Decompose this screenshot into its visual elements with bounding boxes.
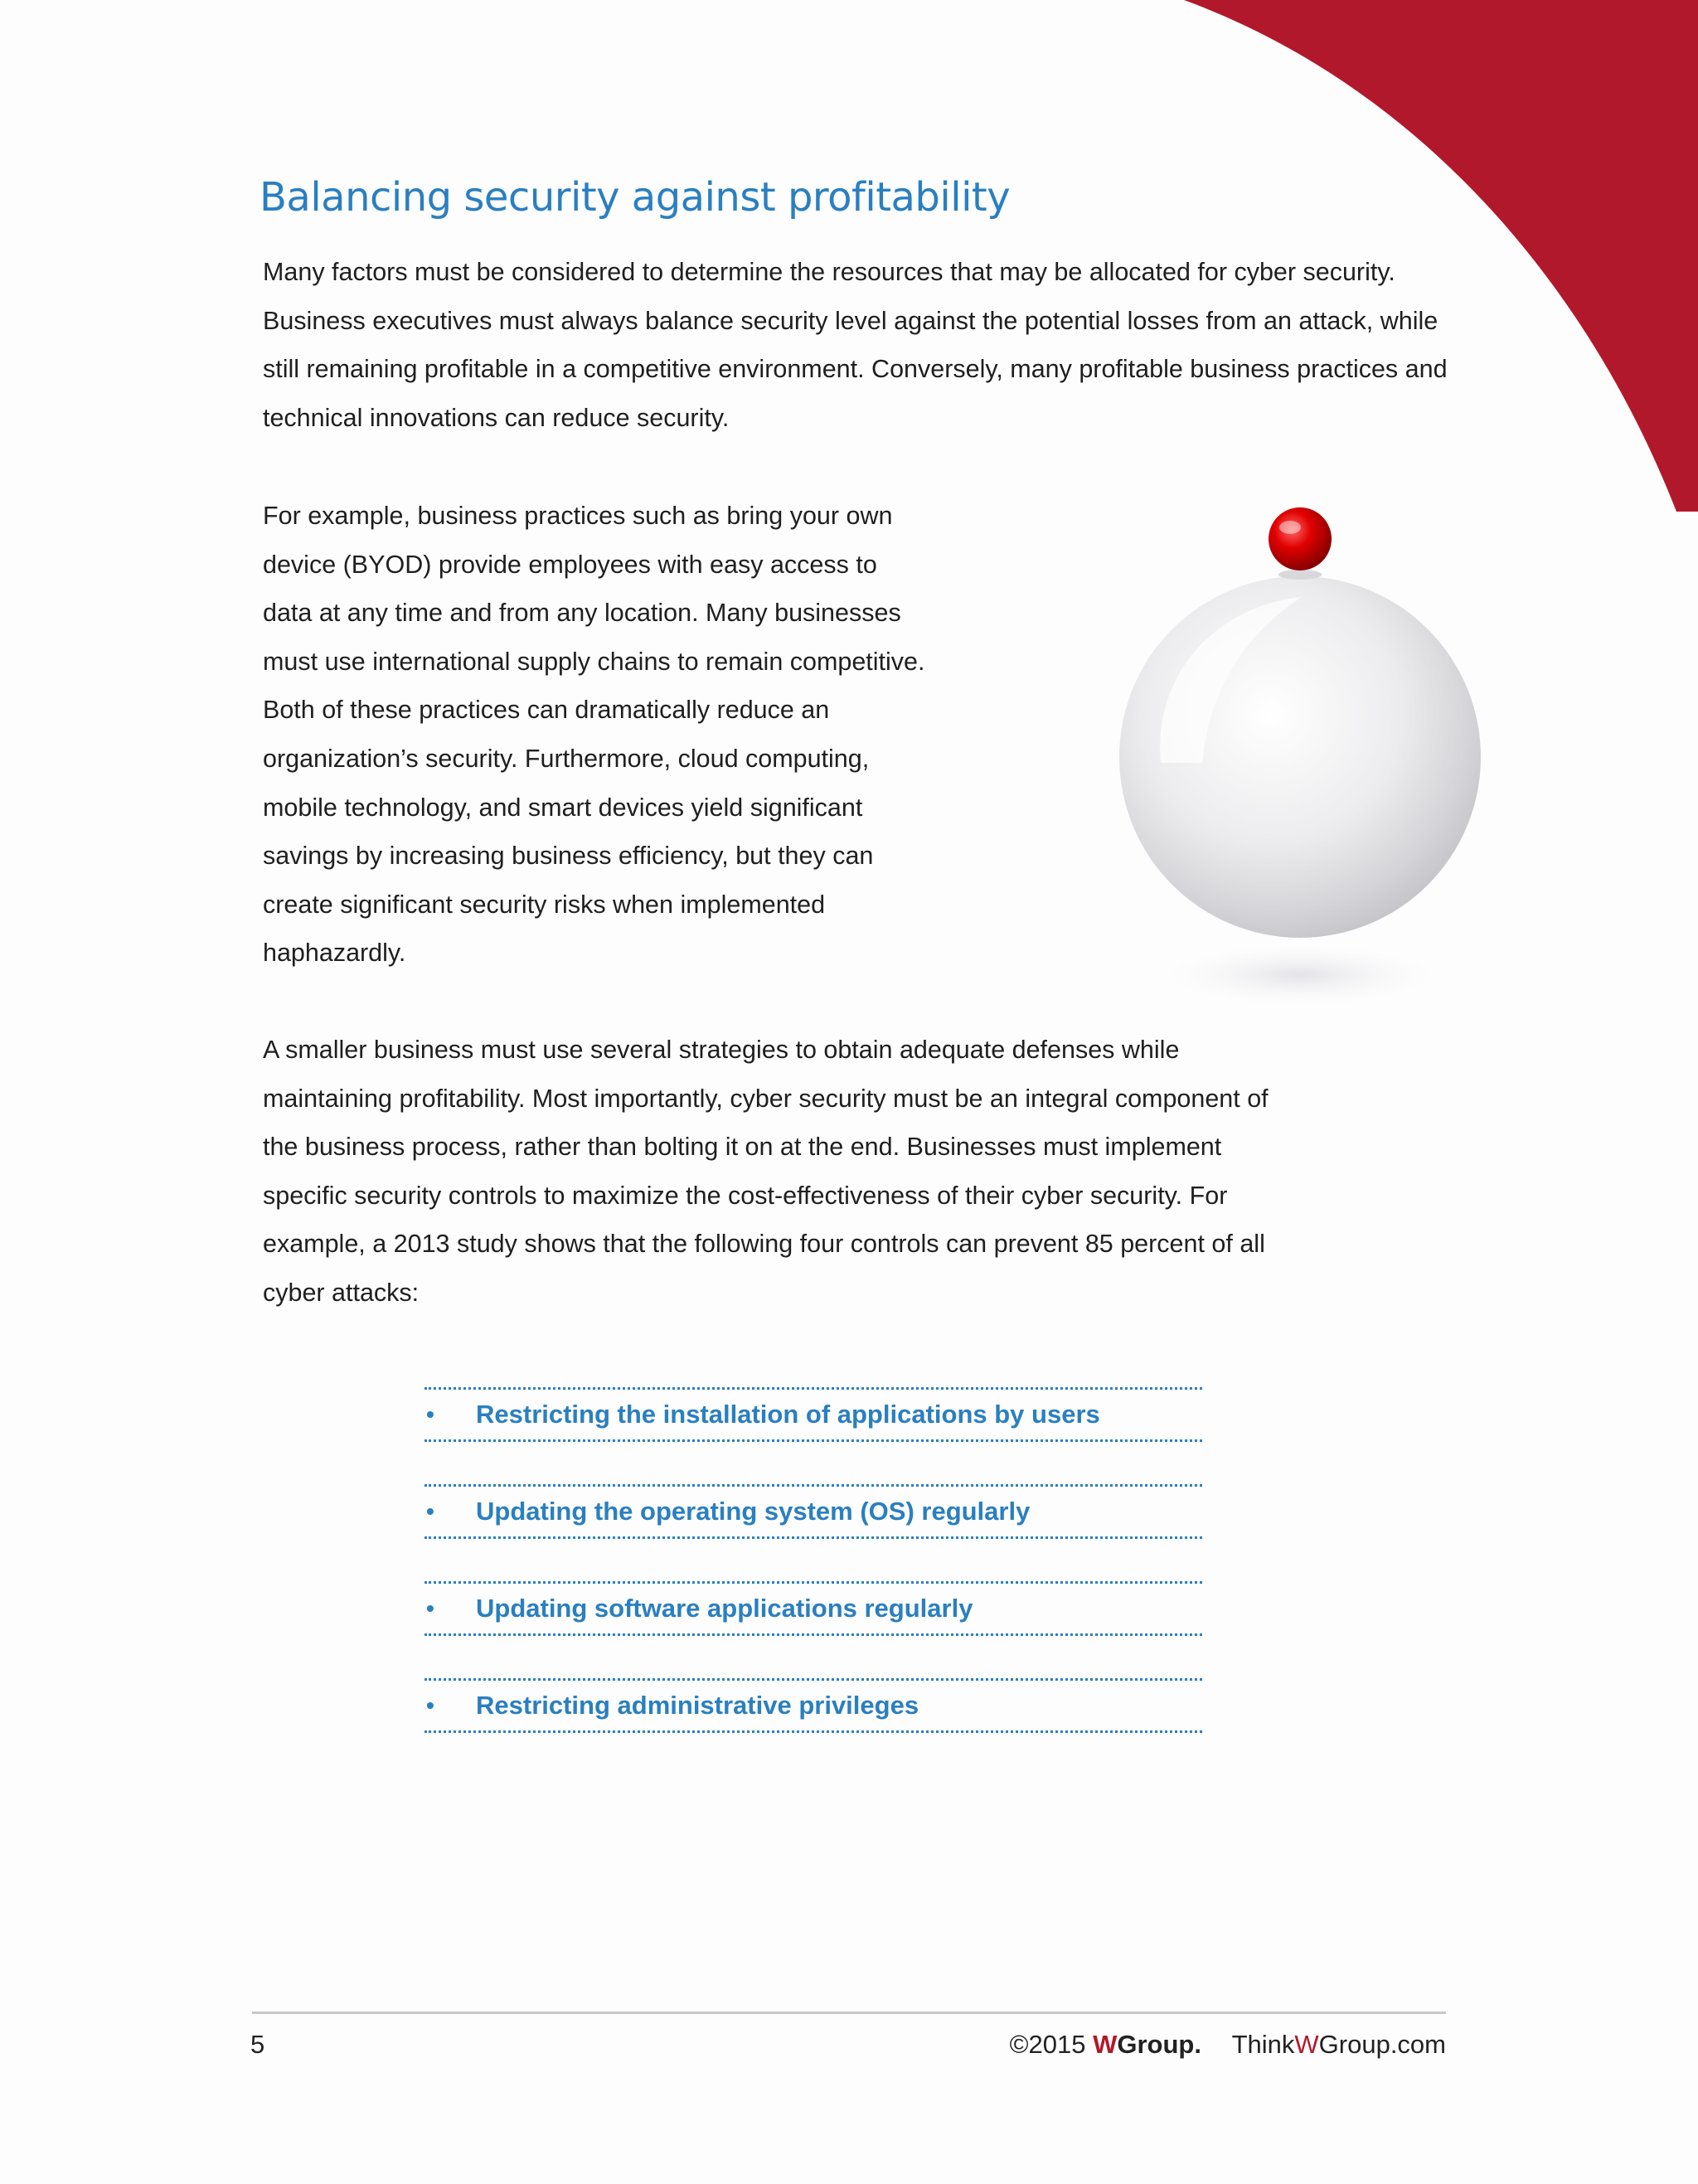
paragraph-examples: For example, business practices such as bring your own device (BYOD) provide employees with easy access to data at any time and from any location. Many businesses must use international supply chains to remain competitive. Both of these practices can dramatically reduce an organization’s security. Furthermore, cloud computing, mobile technology, and smart devices yield significant savings by increasing business efficiency, but they can create significant security risks when implemented haphazardly. — [263, 502, 925, 968]
brand-w: W — [1093, 2030, 1118, 2059]
list-item — [424, 1484, 1202, 1539]
paragraph-intro: Many factors must be considered to determine the resources that may be allocated for cyber security. Business executives must always balance security level against the potential losses from an attack, while still remaining profitable in a competitive environment. Conversely, many profitable business practices and technical innovations can reduce security. — [263, 258, 1448, 432]
list-item — [424, 1387, 1202, 1442]
control-label: Restricting administrative privileges — [476, 1691, 919, 1720]
brand-name: Group. — [1117, 2030, 1201, 2059]
control-label: Updating software applications regularly — [476, 1594, 973, 1623]
bullet-icon: • — [426, 1498, 434, 1524]
control-label: Restricting the installation of applications by users — [476, 1400, 1100, 1429]
control-label: Updating the operating system (OS) regularly — [476, 1497, 1031, 1526]
sphere-shadow — [1167, 945, 1433, 1005]
bullet-icon: • — [426, 1692, 434, 1718]
red-ball — [1269, 507, 1332, 570]
security-controls-list — [424, 1387, 1202, 1775]
website-link[interactable]: ThinkWGroup.com — [1231, 2030, 1446, 2059]
list-item — [424, 1678, 1202, 1733]
paragraph-strategies: A smaller business must use several strategies to obtain adequate defenses while maintaining profitability. Most importantly, cyber security must be an integral component of the business process, rather than bolting it on at the end. Businesses must implement specific security controls to maximize the cost-effectiveness of their cyber security. For example, a 2013 study shows that the following four controls can prevent 85 percent of all cyber attacks: — [263, 1036, 1269, 1307]
list-item — [424, 1581, 1202, 1636]
bullet-icon: • — [426, 1595, 434, 1621]
bullet-icon: • — [426, 1401, 434, 1427]
page-title: Balancing security against profitability — [260, 174, 1011, 221]
sphere-illustration — [1103, 489, 1501, 1028]
footer-copyright — [1010, 2030, 1446, 2060]
ball-contact-shadow — [1278, 570, 1322, 580]
page-number: 5 — [250, 2030, 265, 2059]
footer-divider — [252, 2012, 1446, 2014]
copyright-text: ©2015 — [1009, 2030, 1086, 2059]
